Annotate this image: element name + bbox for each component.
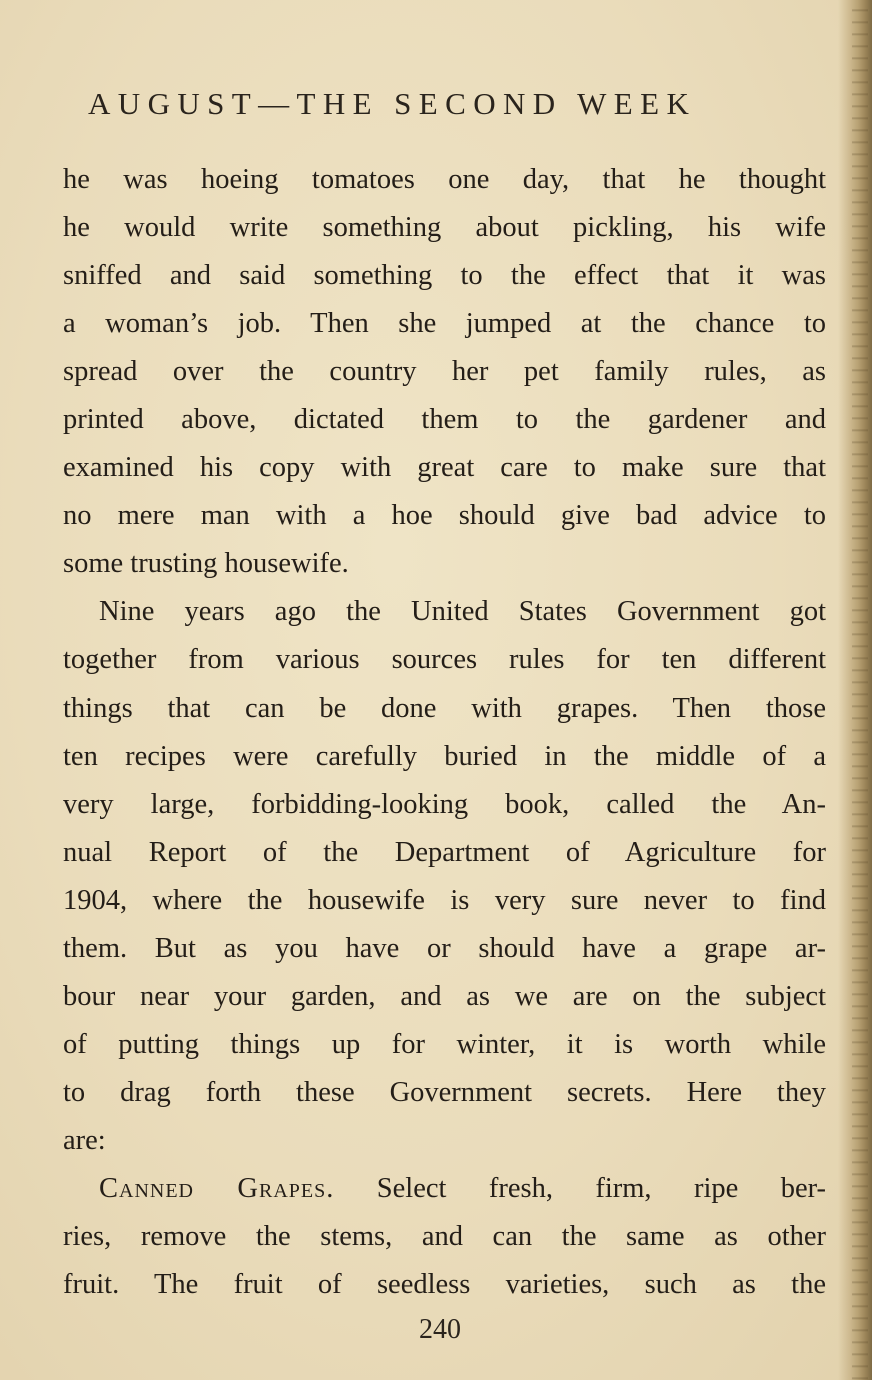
text-line: printed above, dictated them to the gardener and (63, 404, 826, 436)
text-line: sniffed and said something to the effect that it was (63, 260, 826, 292)
running-head: AUGUST—THE SECOND WEEK (88, 86, 697, 121)
text-line: together from various sources rules for ten different (63, 644, 826, 676)
text-line: 1904, where the housewife is very sure never to find (63, 884, 826, 916)
recipe-text: Select fresh, firm, ripe ber- (376, 1172, 827, 1204)
paragraph-start-line: Nine years ago the United States Government got (99, 596, 826, 628)
text-line: to drag forth these Government secrets. Here they (63, 1076, 826, 1108)
text-line: nual Report of the Department of Agriculture for (63, 836, 826, 868)
recipe-first-line (63, 1165, 826, 1213)
text-line: he would write something about pickling, his wife (63, 212, 826, 244)
text-line: them. But as you have or should have a grape ar- (63, 932, 826, 964)
text-line: are: (63, 1124, 106, 1156)
text-line: a woman’s job. Then she jumped at the chance to (63, 308, 826, 340)
body-text (63, 156, 826, 1309)
page-edge-texture (852, 0, 868, 1380)
text-line: things that can be done with grapes. Then those (63, 692, 826, 724)
text-line: very large, forbidding-looking book, called the An- (63, 788, 826, 820)
text-line: fruit. The fruit of seedless varieties, such as the (63, 1269, 826, 1301)
text-line: he was hoeing tomatoes one day, that he thought (63, 164, 826, 195)
text-line: some trusting housewife. (63, 548, 349, 580)
text-line: ries, remove the stems, and can the same as other (63, 1221, 826, 1253)
text-line: spread over the country her pet family rules, as (63, 356, 826, 388)
recipe-heading: Canned Grapes. (99, 1172, 335, 1204)
page-number: 240 (419, 1314, 461, 1345)
text-line: of putting things up for winter, it is worth while (63, 1028, 826, 1060)
text-line: no mere man with a hoe should give bad advice to (63, 500, 826, 532)
text-line: examined his copy with great care to make sure that (63, 452, 826, 484)
text-line: ten recipes were carefully buried in the middle of a (63, 740, 826, 772)
text-line: bour near your garden, and as we are on the subject (63, 980, 826, 1012)
